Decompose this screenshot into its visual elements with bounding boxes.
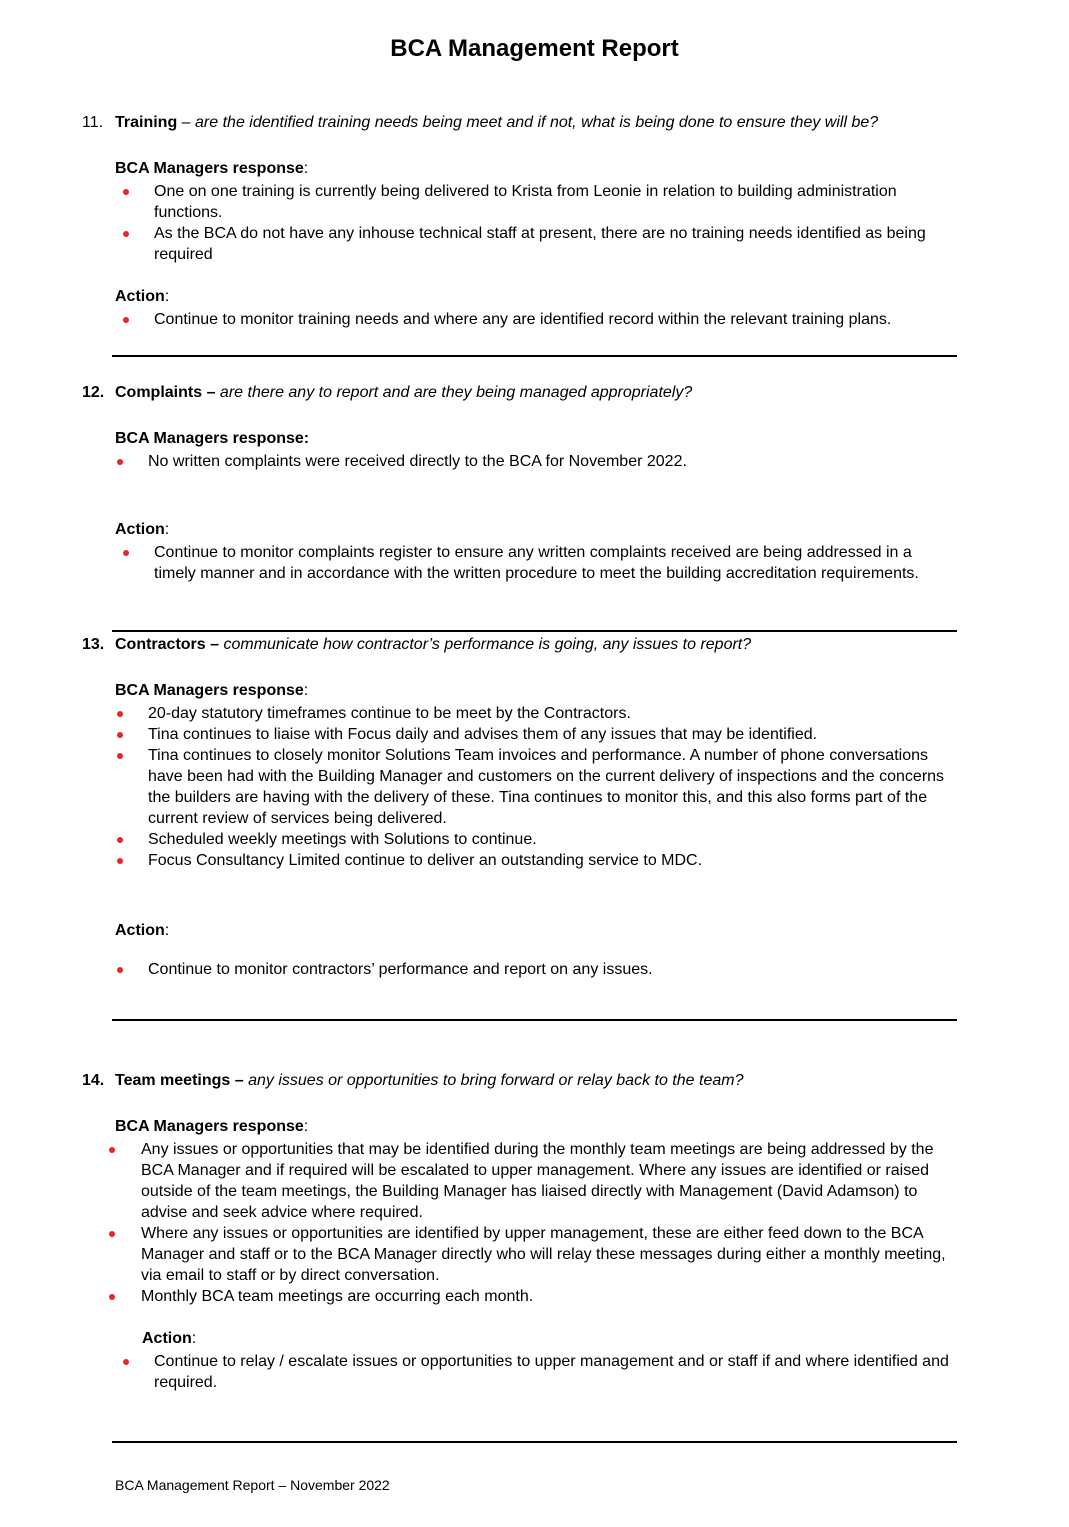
section-13-heading	[82, 635, 982, 655]
bullet-icon	[123, 317, 129, 323]
action-list	[148, 959, 948, 980]
bullet-icon	[123, 231, 129, 237]
section-question: any issues or opportunities to bring forward or relay back to the team?	[248, 1072, 744, 1089]
section-12-heading	[82, 383, 982, 403]
list-item: Tina continues to closely monitor Solutions Team invoices and performance. A number of phone conversations have been had with the Building Manager and customers on the current delivery of inspections and the concerns the builders are having with the delivery of these. Tina continues to monitor this, and this also forms part of the current review of services being delivered.	[148, 745, 948, 829]
section-number: 13.	[82, 636, 105, 653]
bullet-icon	[117, 837, 123, 843]
bullet-icon	[117, 711, 123, 717]
section-name: Complaints –	[115, 384, 216, 401]
action-label: Action:	[115, 288, 170, 305]
section-name: Team meetings –	[115, 1072, 244, 1089]
bullet-icon	[117, 858, 123, 864]
response-label: BCA Managers response:	[115, 1118, 309, 1135]
response-list	[154, 181, 954, 265]
bullet-icon	[117, 753, 123, 759]
list-item: No written complaints were received directly to the BCA for November 2022.	[148, 451, 948, 472]
action-list	[154, 1351, 959, 1393]
response-label: BCA Managers response:	[115, 430, 310, 447]
section-11-heading	[82, 113, 982, 133]
section-14-heading	[82, 1071, 982, 1091]
section-number: 11.	[82, 114, 104, 131]
bullet-icon	[123, 550, 129, 556]
action-label: Action:	[142, 1330, 197, 1347]
action-list	[154, 309, 954, 330]
section-question: are the identified training needs being meet and if not, what is being done to ensure they will be?	[195, 114, 879, 131]
section-dash: –	[177, 114, 196, 131]
response-list	[141, 1139, 956, 1307]
section-name: Contractors –	[115, 636, 220, 653]
response-list	[148, 451, 948, 472]
section-question: are there any to report and are they being managed appropriately?	[219, 384, 693, 401]
list-item: Continue to relay / escalate issues or opportunities to upper management and or staff if and where identified and required.	[154, 1351, 959, 1393]
list-item: 20-day statutory timeframes continue to be meet by the Contractors.	[148, 703, 948, 724]
bullet-icon	[117, 459, 123, 465]
section-name: Training	[115, 114, 178, 131]
divider	[112, 1441, 957, 1443]
bullet-icon	[117, 732, 123, 738]
list-item: Scheduled weekly meetings with Solutions to continue.	[148, 829, 948, 850]
list-item: Focus Consultancy Limited continue to deliver an outstanding service to MDC.	[148, 850, 948, 871]
list-item: One on one training is currently being delivered to Krista from Leonie in relation to building administration functions.	[154, 181, 954, 223]
list-item: Where any issues or opportunities are identified by upper management, these are either feed down to the BCA Manager and staff or to the BCA Manager directly who will relay these messages during either a monthly meeting, via email to staff or by direct conversation.	[141, 1223, 956, 1286]
action-list	[154, 542, 954, 584]
page-footer: BCA Management Report – November 2022	[115, 1477, 390, 1493]
action-label: Action:	[115, 922, 170, 939]
bullet-icon	[123, 1359, 129, 1365]
bullet-icon	[109, 1147, 115, 1153]
divider	[112, 630, 957, 632]
section-number: 14.	[82, 1072, 105, 1089]
list-item: Any issues or opportunities that may be identified during the monthly team meetings are being addressed by the BCA Manager and if required will be escalated to upper management. Where any issues are identified or raised outside of the team meetings, the Building Manager has liaised directly with Management (David Adamson) to advise and seek advice where required.	[141, 1139, 956, 1223]
response-list	[148, 703, 948, 871]
response-label: BCA Managers response:	[115, 682, 309, 699]
bullet-icon	[109, 1231, 115, 1237]
divider	[112, 1019, 957, 1021]
response-label: BCA Managers response:	[115, 160, 309, 177]
action-label: Action:	[115, 521, 170, 538]
bullet-icon	[123, 189, 129, 195]
section-number: 12.	[82, 384, 105, 401]
list-item: As the BCA do not have any inhouse technical staff at present, there are no training needs identified as being required	[154, 223, 954, 265]
bullet-icon	[109, 1294, 115, 1300]
bullet-icon	[117, 967, 123, 973]
list-item: Continue to monitor contractors’ performance and report on any issues.	[148, 959, 948, 980]
list-item: Monthly BCA team meetings are occurring each month.	[141, 1286, 956, 1307]
list-item: Tina continues to liaise with Focus daily and advises them of any issues that may be identified.	[148, 724, 948, 745]
section-question: communicate how contractor’s performance is going, any issues to report?	[223, 636, 752, 653]
list-item: Continue to monitor complaints register to ensure any written complaints received are being addressed in a timely manner and in accordance with the written procedure to meet the building accreditation requirements.	[154, 542, 954, 584]
list-item: Continue to monitor training needs and where any are identified record within the relevant training plans.	[154, 309, 954, 330]
divider	[112, 355, 957, 357]
page-title: BCA Management Report	[390, 35, 679, 62]
